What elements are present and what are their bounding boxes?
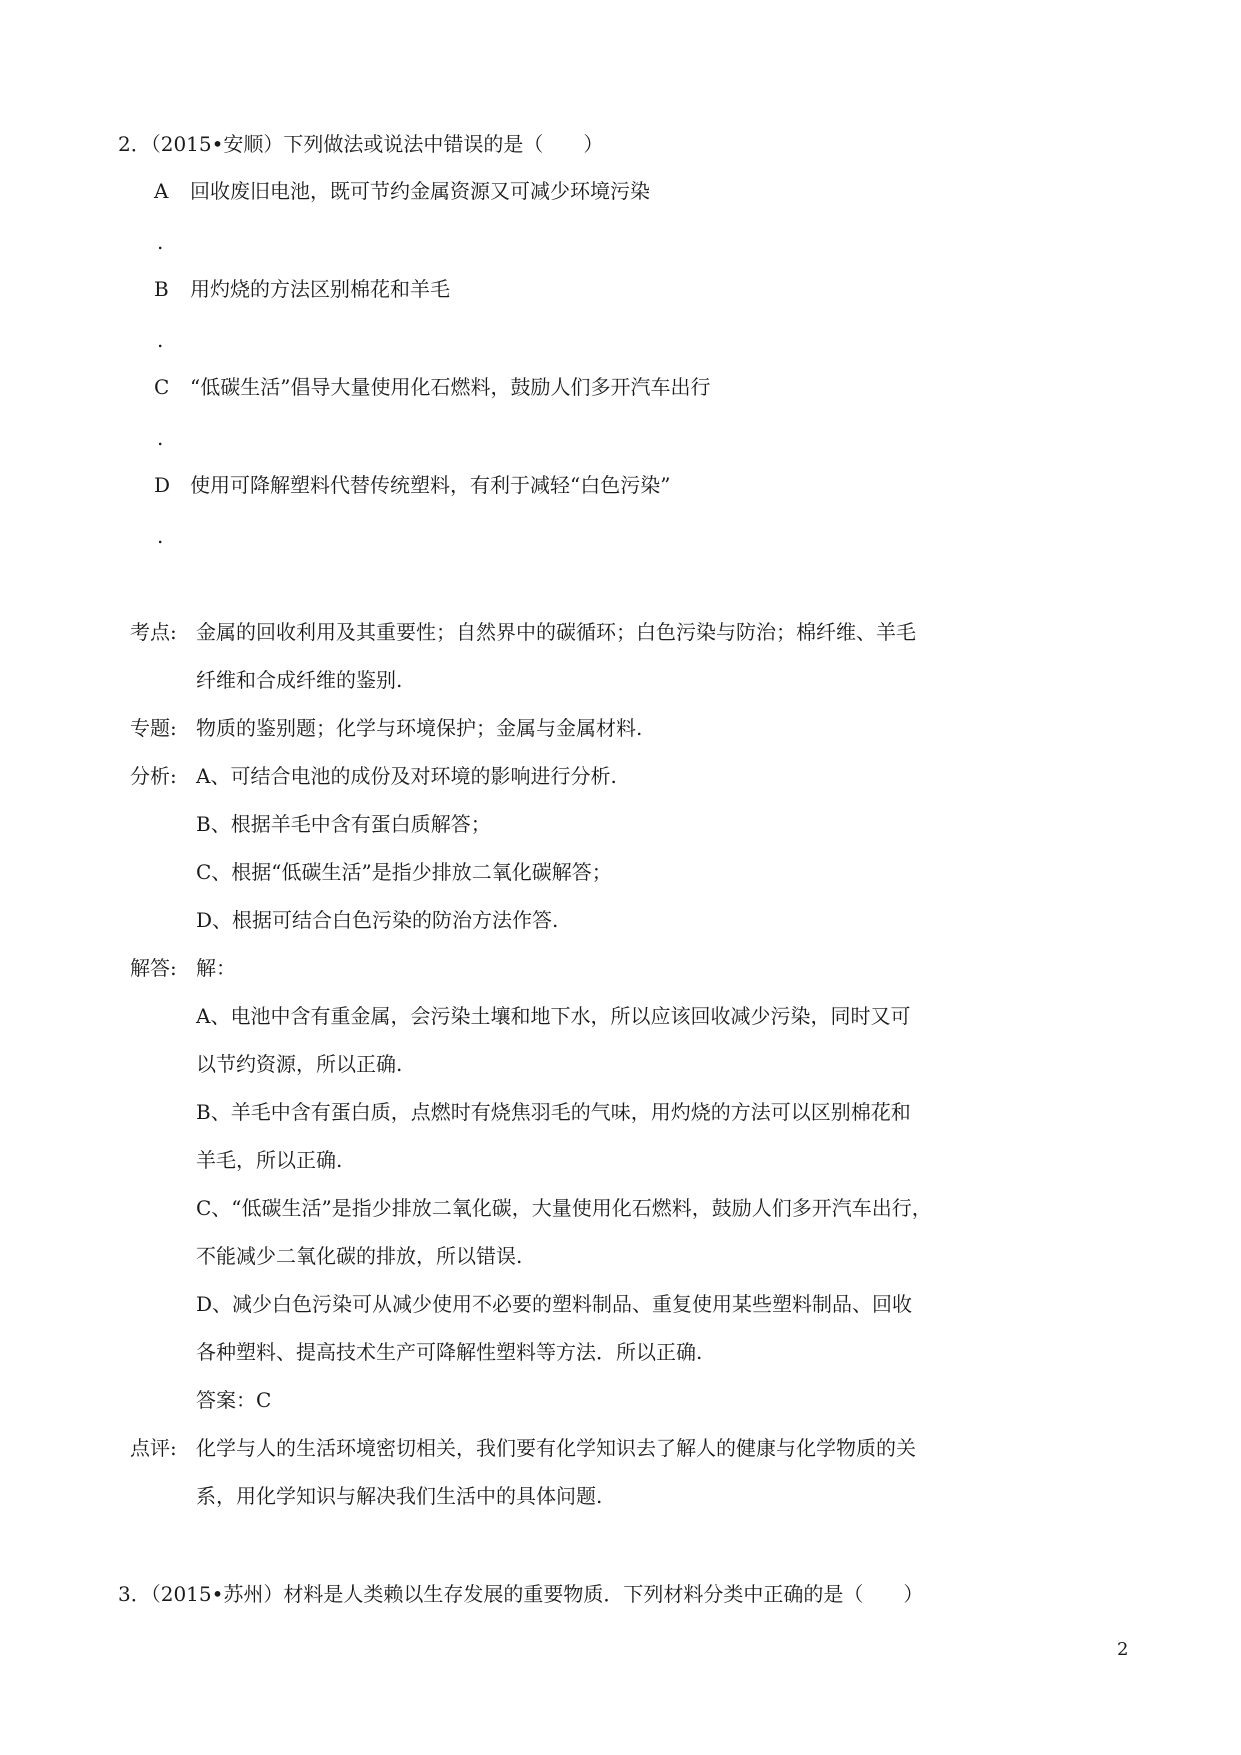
fenxi-line: A、可结合电池的成份及对环境的影响进行分析. (196, 764, 617, 788)
option-text: 使用可降解塑料代替传统塑料，有利于减轻“白色污染” (190, 473, 671, 497)
dianping-label: 点评: (130, 1436, 177, 1460)
fenxi-label: 分析: (130, 764, 177, 788)
option-letter: A (154, 179, 169, 203)
option-dot: . (157, 328, 164, 352)
fenxi-line: C、根据“低碳生活”是指少排放二氧化碳解答； (196, 860, 612, 884)
jieda-line: 以节约资源，所以正确. (196, 1052, 403, 1076)
jieda-line: 羊毛，所以正确. (196, 1148, 343, 1172)
option-letter: D (154, 473, 171, 497)
question-3-title: 3．（2015•苏州）材料是人类赖以生存发展的重要物质．下列材料分类中正确的是（ ） (118, 1582, 924, 1606)
option-dot: . (157, 426, 164, 450)
dianping-line: 化学与人的生活环境密切相关，我们要有化学知识去了解人的健康与化学物质的关 (196, 1436, 916, 1460)
jieda-line: B、羊毛中含有蛋白质，点燃时有烧焦羽毛的气味，用灼烧的方法可以区别棉花和 (196, 1100, 911, 1124)
option-text: “低碳生活”倡导大量使用化石燃料，鼓励人们多开汽车出行 (190, 375, 711, 399)
fenxi-line: D、根据可结合白色污染的防治方法作答. (196, 908, 559, 932)
fenxi-line: B、根据羊毛中含有蛋白质解答； (196, 812, 491, 836)
jieda-line: C、“低碳生活”是指少排放二氧化碳，大量使用化石燃料，鼓励人们多开汽车出行， (196, 1196, 932, 1220)
jieda-line: 各种塑料、提高技术生产可降解性塑料等方法．所以正确. (196, 1340, 703, 1364)
option-dot: . (157, 230, 164, 254)
kaodian-line: 纤维和合成纤维的鉴别. (196, 668, 403, 692)
kaodian-line: 金属的回收利用及其重要性；自然界中的碳循环；白色污染与防治；棉纤维、羊毛 (196, 620, 916, 644)
zhuanti-text: 物质的鉴别题；化学与环境保护；金属与金属材料. (196, 716, 643, 740)
page-number: 2 (1117, 1639, 1129, 1660)
jieda-line: 不能减少二氧化碳的排放，所以错误. (196, 1244, 523, 1268)
zhuanti-label: 专题: (130, 716, 177, 740)
jieda-intro: 解： (196, 956, 236, 980)
question-2-title: 2．（2015•安顺）下列做法或说法中错误的是（ ） (118, 132, 604, 156)
option-text: 用灼烧的方法区别棉花和羊毛 (190, 277, 450, 301)
option-letter: C (154, 375, 170, 399)
kaodian-label: 考点: (130, 620, 177, 644)
option-letter: B (154, 277, 169, 301)
jieda-line: A、电池中含有重金属，会污染土壤和地下水，所以应该回收减少污染，同时又可 (196, 1004, 911, 1028)
option-text: 回收废旧电池，既可节约金属资源又可减少环境污染 (190, 179, 650, 203)
jieda-label: 解答: (130, 956, 177, 980)
jieda-line: D、减少白色污染可从减少使用不必要的塑料制品、重复使用某些塑料制品、回收 (196, 1292, 913, 1316)
answer-line: 答案：C (196, 1388, 272, 1412)
dianping-line: 系，用化学知识与解决我们生活中的具体问题. (196, 1484, 603, 1508)
option-dot: . (157, 524, 164, 548)
